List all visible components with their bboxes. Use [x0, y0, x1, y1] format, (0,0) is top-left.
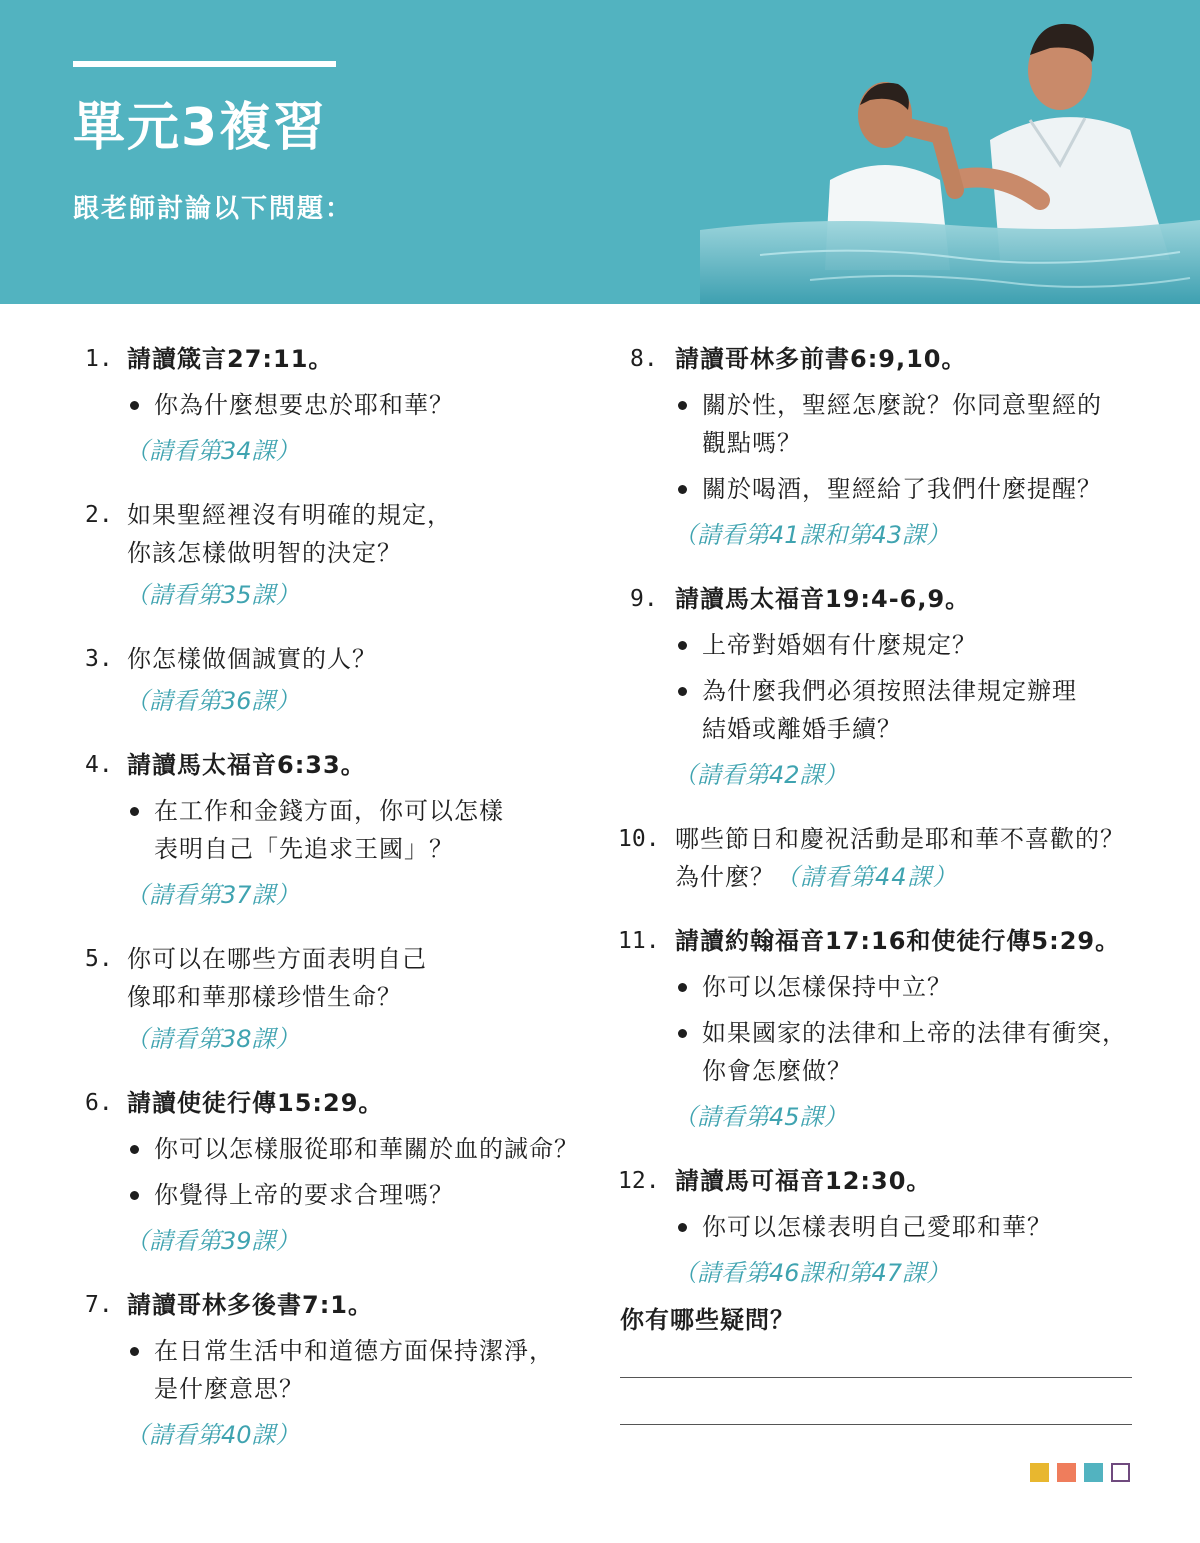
question-4 — [85, 746, 605, 914]
answer-line[interactable] — [620, 1424, 1132, 1425]
question-10 — [618, 820, 1148, 896]
bullet-line: 結婚或離婚手續？ — [702, 715, 902, 743]
question-text: 請讀馬可福音12:30。 — [675, 1167, 932, 1195]
decor-square-outline — [1111, 1463, 1130, 1482]
question-text — [127, 940, 605, 1016]
bullet-line: 在工作和金錢方面，你可以怎樣 — [154, 797, 504, 825]
baptism-illustration — [700, 0, 1200, 304]
lesson-reference: （請看第35課） — [125, 581, 300, 609]
question-9 — [618, 580, 1148, 794]
bullet-item: 上帝對婚姻有什麼規定？ — [702, 626, 1148, 664]
question-text: 請讀箴言27:11。 — [127, 345, 334, 373]
question-8 — [618, 340, 1148, 554]
decor-square-teal — [1084, 1463, 1103, 1482]
question-text-tail: 為什麼？ — [675, 863, 775, 891]
question-5 — [85, 940, 605, 1058]
question-text — [127, 496, 605, 572]
lesson-reference: （請看第45課） — [673, 1103, 848, 1131]
bullet-item: 關於喝酒，聖經給了我們什麼提醒？ — [702, 470, 1148, 508]
bullet-line: 為什麼我們必須按照法律規定辦理 — [702, 677, 1077, 705]
header-rule — [73, 61, 336, 67]
bullet-item: 你可以怎樣表明自己愛耶和華？ — [702, 1208, 1148, 1246]
decor-square-orange — [1057, 1463, 1076, 1482]
lesson-reference: （請看第34課） — [125, 437, 300, 465]
question-number: 10. — [618, 826, 660, 852]
question-3 — [85, 640, 605, 720]
bullet-line: 是什麼意思？ — [154, 1375, 304, 1403]
question-1 — [85, 340, 605, 470]
question-12 — [618, 1162, 1148, 1292]
header-banner — [0, 0, 1200, 304]
question-number: 1. — [85, 346, 113, 372]
question-number: 6. — [85, 1090, 113, 1116]
question-text-line: 哪些節日和慶祝活動是耶和華不喜歡的？ — [675, 825, 1125, 853]
question-number: 9. — [630, 586, 658, 612]
bullet-item — [702, 1014, 1148, 1090]
question-number: 12. — [618, 1168, 660, 1194]
lesson-reference: （請看第41課和第43課） — [673, 521, 951, 549]
question-11 — [618, 922, 1148, 1136]
question-text-line — [675, 858, 1148, 896]
question-text: 請讀馬太福音19:4-6,9。 — [675, 585, 971, 613]
question-number: 2. — [85, 502, 113, 528]
bullet-item — [154, 792, 605, 868]
lesson-reference: （請看第38課） — [125, 1025, 300, 1053]
lesson-reference: （請看第42課） — [673, 761, 848, 789]
question-2 — [85, 496, 605, 614]
question-number: 7. — [85, 1292, 113, 1318]
bullet-item: 你可以怎樣服從耶和華關於血的誡命？ — [154, 1130, 605, 1168]
question-text: 請讀哥林多後書7:1。 — [127, 1291, 373, 1319]
answer-line[interactable] — [620, 1377, 1132, 1378]
bullet-line: 在日常生活中和道德方面保持潔淨， — [154, 1337, 554, 1365]
question-number: 3. — [85, 646, 113, 672]
question-text-line: 你可以在哪些方面表明自己 — [127, 945, 427, 973]
lesson-reference: （請看第39課） — [125, 1227, 300, 1255]
question-text: 你怎樣做個誠實的人？ — [127, 645, 377, 673]
decor-square-yellow — [1030, 1463, 1049, 1482]
bullet-line: 關於性，聖經怎麼說？你同意聖經的 — [702, 391, 1102, 419]
page-title: 單元3複習 — [73, 98, 328, 158]
bullet-item — [702, 386, 1148, 462]
question-text — [675, 820, 1148, 896]
lesson-reference: （請看第46課和第47課） — [673, 1259, 951, 1287]
question-text: 請讀使徒行傳15:29。 — [127, 1089, 384, 1117]
question-number: 4. — [85, 752, 113, 778]
lesson-reference: （請看第37課） — [125, 881, 300, 909]
question-number: 5. — [85, 946, 113, 972]
question-text: 請讀哥林多前書6:9,10。 — [675, 345, 967, 373]
lesson-reference: （請看第44課） — [775, 863, 958, 891]
question-text-line: 你該怎樣做明智的決定？ — [127, 539, 402, 567]
bullet-line: 觀點嗎？ — [702, 429, 802, 457]
bullet-line: 表明自己「先追求王國」？ — [154, 835, 454, 863]
bullet-line: 如果國家的法律和上帝的法律有衝突， — [702, 1019, 1127, 1047]
question-7 — [85, 1286, 605, 1454]
bullet-item — [702, 672, 1148, 748]
bullet-line: 你會怎麼做？ — [702, 1057, 852, 1085]
page-subtitle: 跟老師討論以下問題： — [73, 194, 354, 224]
question-text: 請讀馬太福音6:33。 — [127, 751, 366, 779]
lesson-reference: （請看第40課） — [125, 1421, 300, 1449]
bullet-item: 你覺得上帝的要求合理嗎？ — [154, 1176, 605, 1214]
question-number: 11. — [618, 928, 660, 954]
right-question-column — [618, 340, 1148, 1318]
left-question-column — [85, 340, 605, 1480]
bullet-item: 你可以怎樣保持中立？ — [702, 968, 1148, 1006]
question-6 — [85, 1084, 605, 1260]
question-number: 8. — [630, 346, 658, 372]
questions-prompt: 你有哪些疑問？ — [620, 1306, 795, 1334]
lesson-reference: （請看第36課） — [125, 687, 300, 715]
question-text-line: 像耶和華那樣珍惜生命？ — [127, 983, 402, 1011]
question-text: 請讀約翰福音17:16和使徒行傳5:29。 — [675, 927, 1121, 955]
bullet-item: 你為什麼想要忠於耶和華？ — [154, 386, 605, 424]
question-text-line: 如果聖經裡沒有明確的規定， — [127, 501, 452, 529]
bullet-item — [154, 1332, 605, 1408]
